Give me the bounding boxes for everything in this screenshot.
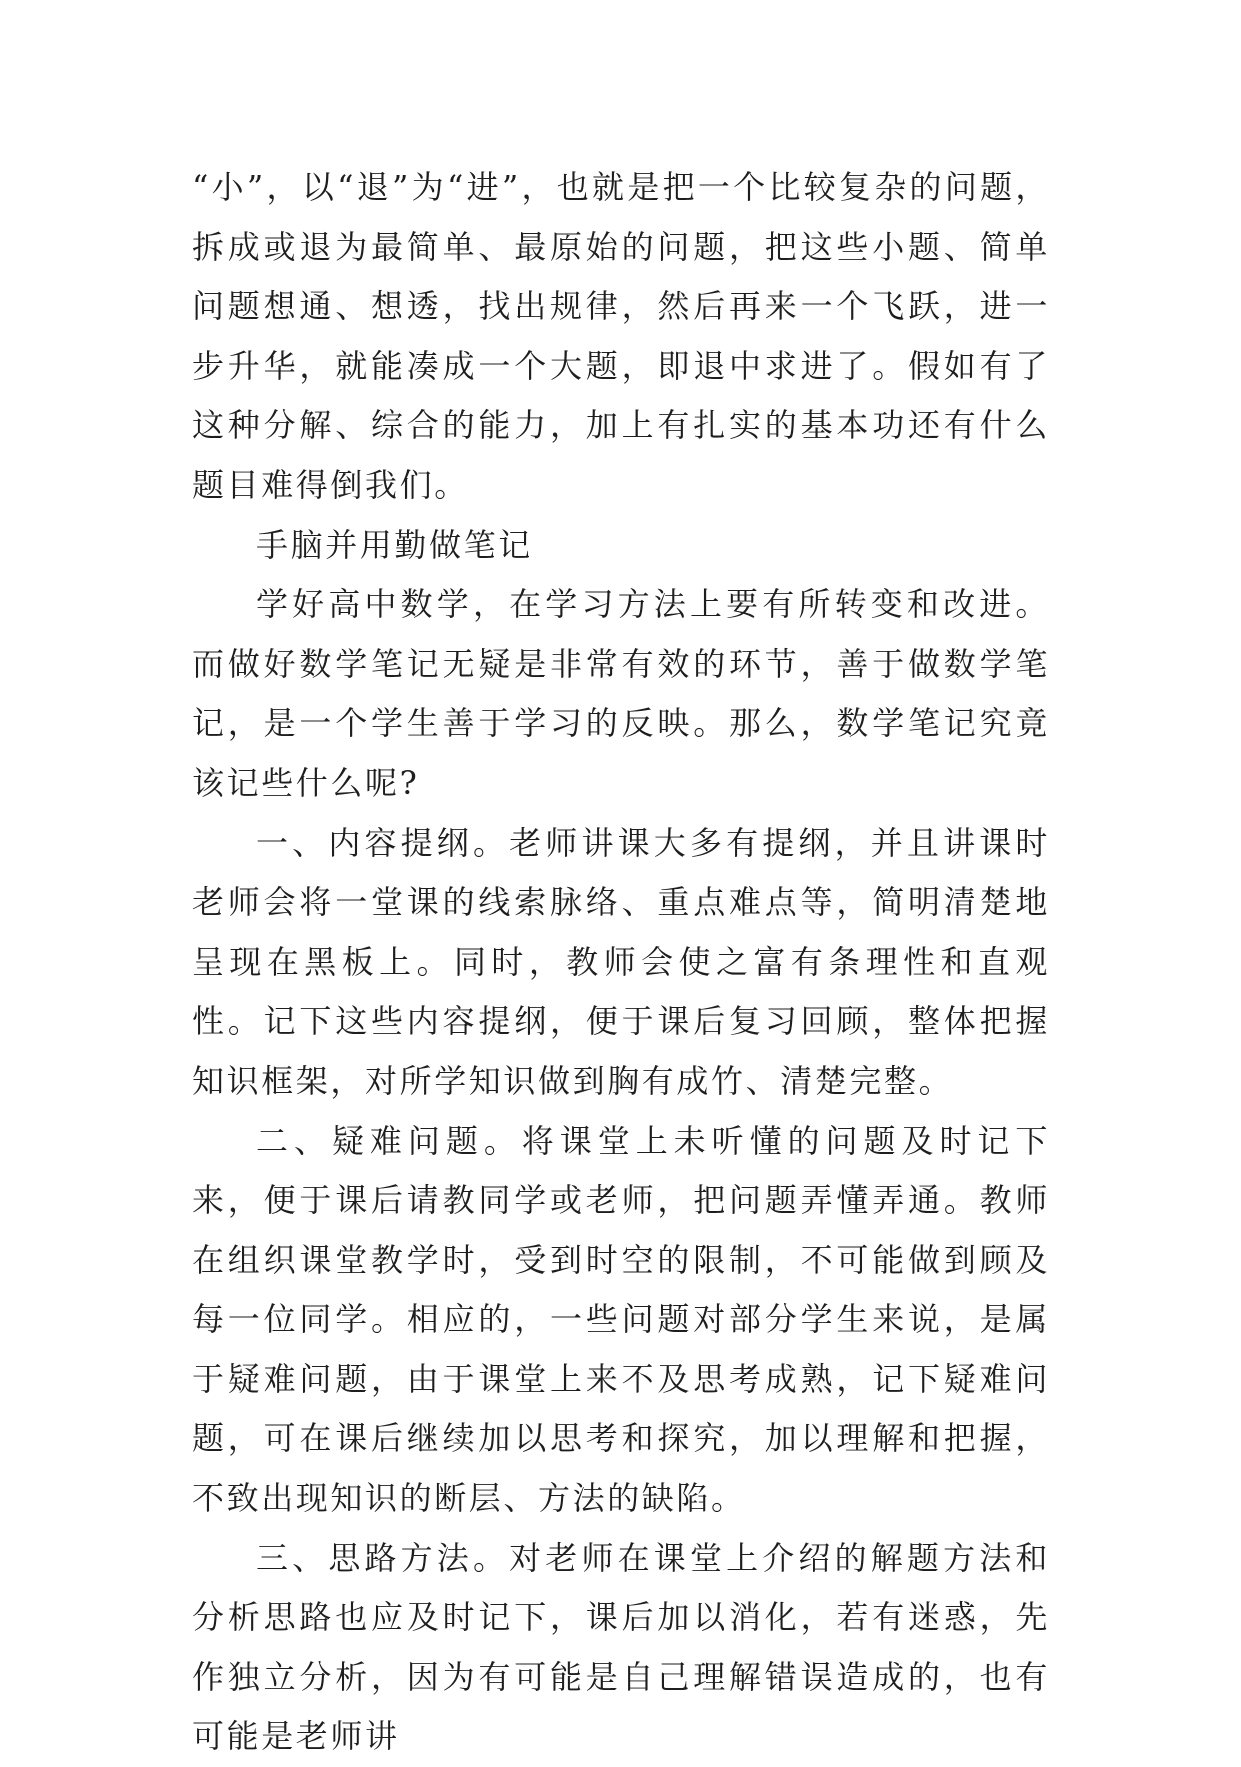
paragraph-intro: 学好高中数学，在学习方法上要有所转变和改进。而做好数学笔记无疑是非常有效的环节，善于做数学笔记，是一个学生善于学习的反映。那么，数学笔记究竟该记些什么呢? [192,585,1050,802]
document-body [192,158,1050,1767]
paragraph-point-3: 三、思路方法。对老师在课堂上介绍的解题方法和分析思路也应及时记下，课后加以消化，若有迷惑，先作独立分析，因为有可能是自己理解错误造成的，也有可能是老师讲 [192,1538,1050,1756]
paragraph-point-1: 一、内容提纲。老师讲课大多有提纲，并且讲课时老师会将一堂课的线索脉络、重点难点等，简明清楚地呈现在黑板上。同时，教师会使之富有条理性和直观性。记下这些内容提纲，便于课后复习回顾，整体把握知识框架，对所学知识做到胸有成竹、清楚完整。 [192,823,1050,1100]
paragraph-point-2: 二、疑难问题。将课堂上未听懂的问题及时记下来，便于课后请教同学或老师，把问题弄懂弄通。教师在组织课堂教学时，受到时空的限制，不可能做到顾及每一位同学。相应的，一些问题对部分学生来说，是属于疑难问题，由于课堂上来不及思考成熟，记下疑难问题，可在课后继续加以思考和探究，加以理解和把握，不致出现知识的断层、方法的缺陷。 [192,1121,1050,1518]
section-heading: 手脑并用勤做笔记 [256,525,533,564]
paragraph-continuation: “小”，以“退”为“进”，也就是把一个比较复杂的问题，拆成或退为最简单、最原始的问题，把这些小题、简单问题想通、想透，找出规律，然后再来一个飞跃，进一步升华，就能凑成一个大题，即退中求进了。假如有了这种分解、综合的能力，加上有扎实的基本功还有什么题目难得倒我们。 [192,168,1050,504]
